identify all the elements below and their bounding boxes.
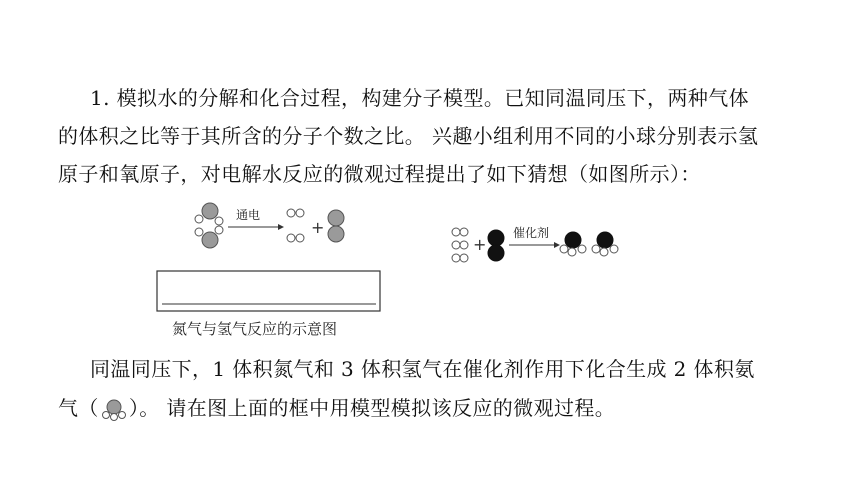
ammonia-molecule-icon bbox=[101, 399, 127, 421]
answer-box[interactable] bbox=[157, 271, 380, 311]
water-molecule-bottom bbox=[195, 226, 223, 248]
problem-text-line-5 bbox=[58, 394, 818, 422]
arrow-right-icon bbox=[228, 224, 284, 230]
arrow-right-icon bbox=[509, 242, 560, 248]
hydrogen-molecule-bottom bbox=[287, 234, 304, 242]
line5-part-b: ）。 请在图上面的框中用模型模拟该反应的微观过程。 bbox=[128, 396, 616, 420]
problem-text-line-4: 同温同压下，1 体积氮气和 3 体积氢气在催化剂作用下化合生成 2 体积氨 bbox=[90, 357, 755, 381]
black-diatomic-molecule bbox=[488, 230, 504, 261]
water-molecule-top bbox=[195, 203, 223, 225]
catalyst-label: 催化剂 bbox=[513, 226, 550, 240]
hydrogen-molecule-top bbox=[287, 209, 304, 217]
plus-sign-2: + bbox=[473, 235, 487, 254]
diagram-caption: 氮气与氢气反应的示意图 bbox=[172, 320, 338, 338]
problem-text-line-2: 的体积之比等于其所含的分子个数之比。 兴趣小组利用不同的小球分别表示氢 bbox=[58, 124, 759, 148]
hydrogen-molecules-column bbox=[452, 228, 468, 262]
oxygen-molecule bbox=[328, 210, 344, 242]
electrolysis-label: 通电 bbox=[236, 208, 261, 222]
problem-text-line-1: 1. 模拟水的分解和化合过程，构建分子模型。已知同温同压下，两种气体 bbox=[90, 86, 750, 110]
product-molecule-1 bbox=[560, 232, 586, 256]
line5-part-a: 气（ bbox=[58, 396, 99, 420]
problem-text-line-3: 原子和氧原子，对电解水反应的微观过程提出了如下猜想（如图所示）： bbox=[58, 162, 701, 186]
product-molecule-2 bbox=[592, 232, 618, 256]
plus-sign-1: + bbox=[311, 218, 325, 237]
